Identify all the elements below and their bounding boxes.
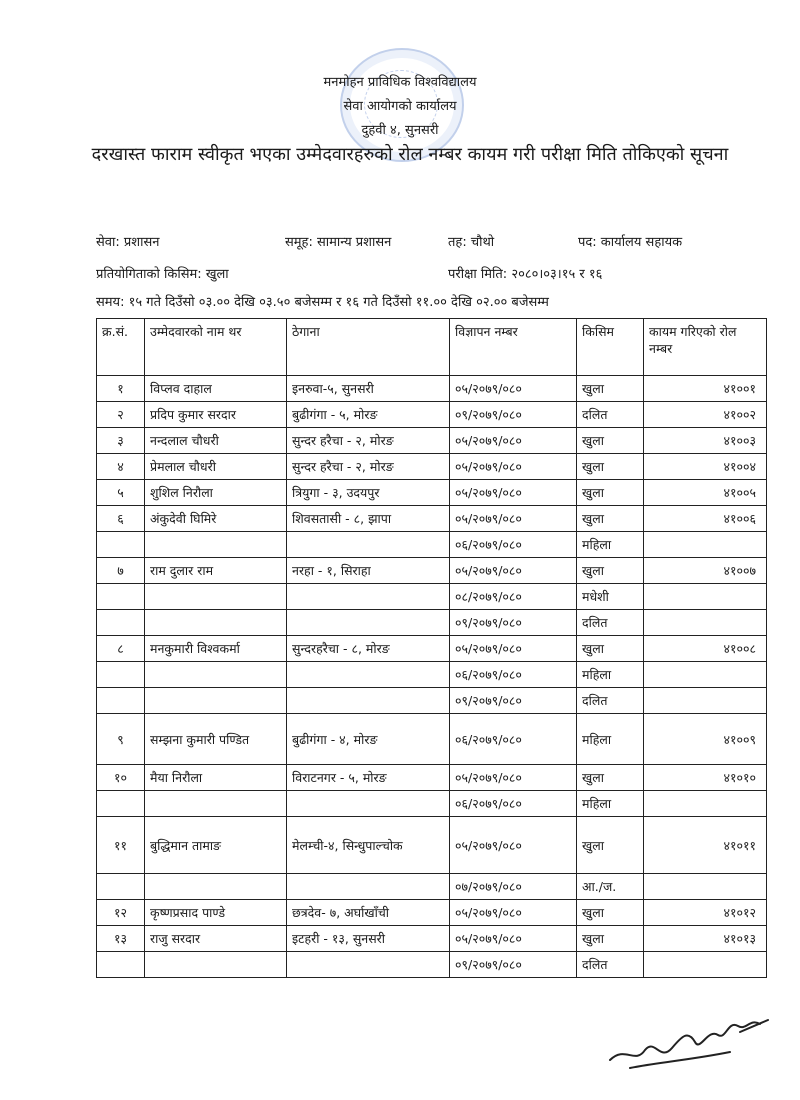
serial-cell: १ — [97, 376, 145, 402]
serial-cell — [97, 874, 145, 900]
address-cell: विराटनगर - ५, मोरङ — [287, 765, 450, 791]
candidate-name-cell: शुशिल निरौला — [145, 480, 287, 506]
roll-number-cell — [644, 532, 767, 558]
serial-cell: ७ — [97, 558, 145, 584]
type-cell: खुला — [577, 636, 644, 662]
serial-cell: ११ — [97, 817, 145, 874]
notice-title: दरखास्त फाराम स्वीकृत भएका उम्मेदवारहरुको रोल नम्बर कायम गरी परीक्षा मिति तोकिएको सूचना — [91, 144, 729, 165]
roll-number-cell: ४१००९ — [644, 714, 767, 765]
serial-cell — [97, 610, 145, 636]
advertisement-number-cell: ०६/२०७९/०८० — [450, 791, 577, 817]
table-row — [97, 376, 767, 402]
candidate-name-cell: प्रेमलाल चौधरी — [145, 454, 287, 480]
roll-number-cell: ४१००५ — [644, 480, 767, 506]
type-cell: महिला — [577, 714, 644, 765]
address-cell — [287, 791, 450, 817]
address-cell: सुन्दर हरैचा - २, मोरङ — [287, 454, 450, 480]
type-cell: खुला — [577, 926, 644, 952]
roll-number-cell: ४१००४ — [644, 454, 767, 480]
address-cell — [287, 532, 450, 558]
candidate-name-cell: सम्झना कुमारी पण्डित — [145, 714, 287, 765]
table-row — [97, 532, 767, 558]
address-cell — [287, 610, 450, 636]
table-header-row — [97, 319, 767, 376]
post-label: पद: कार्यालय सहायक — [578, 235, 683, 250]
type-cell: खुला — [577, 376, 644, 402]
candidate-name-cell — [145, 874, 287, 900]
table-row — [97, 402, 767, 428]
type-cell: मधेशी — [577, 584, 644, 610]
type-cell: दलित — [577, 610, 644, 636]
roll-number-cell — [644, 662, 767, 688]
address-cell: छत्रदेव- ७, अर्घाखाँची — [287, 900, 450, 926]
roll-number-cell: ४१००१ — [644, 376, 767, 402]
advertisement-number-cell: ०५/२०७९/०८० — [450, 926, 577, 952]
roll-number-cell: ४१००६ — [644, 506, 767, 532]
candidate-name-cell — [145, 662, 287, 688]
table-row — [97, 714, 767, 765]
table-row — [97, 558, 767, 584]
roll-number-cell: ४१००८ — [644, 636, 767, 662]
serial-cell: ९ — [97, 714, 145, 765]
advertisement-number-cell: ०९/२०७९/०८० — [450, 610, 577, 636]
table-row — [97, 874, 767, 900]
service-label: सेवा: प्रशासन — [96, 235, 160, 250]
advertisement-number-cell: ०५/२०७९/०८० — [450, 558, 577, 584]
signature — [600, 990, 780, 1080]
exam-date: परीक्षा मिति: २०८०।०३।१५ र १६ — [448, 267, 603, 282]
col-header-roll: कायम गरिएको रोल नम्बर — [644, 319, 767, 376]
serial-cell: ५ — [97, 480, 145, 506]
address-cell: शिवसतासी - ८, झापा — [287, 506, 450, 532]
serial-cell: १२ — [97, 900, 145, 926]
roll-number-cell: ४१००२ — [644, 402, 767, 428]
table-row — [97, 791, 767, 817]
address-cell: बुढीगंगा - ४, मोरङ — [287, 714, 450, 765]
address-cell — [287, 662, 450, 688]
table-row — [97, 584, 767, 610]
roll-number-cell — [644, 791, 767, 817]
table-row — [97, 428, 767, 454]
address-cell: नरहा - १, सिराहा — [287, 558, 450, 584]
col-header-serial: क्र.सं. — [97, 319, 145, 376]
advertisement-number-cell: ०५/२०७९/०८० — [450, 506, 577, 532]
candidate-name-cell: राम दुलार राम — [145, 558, 287, 584]
candidate-name-cell: राजु सरदार — [145, 926, 287, 952]
roll-number-cell: ४१०११ — [644, 817, 767, 874]
serial-cell — [97, 952, 145, 978]
office-address: दुहवी ४, सुनसरी — [361, 123, 439, 138]
type-cell: खुला — [577, 428, 644, 454]
candidate-name-cell — [145, 791, 287, 817]
candidate-name-cell: नन्दलाल चौधरी — [145, 428, 287, 454]
type-cell: महिला — [577, 791, 644, 817]
table-row — [97, 662, 767, 688]
col-header-advertisement: विज्ञापन नम्बर — [450, 319, 577, 376]
serial-cell: १० — [97, 765, 145, 791]
serial-cell: ४ — [97, 454, 145, 480]
table-row — [97, 610, 767, 636]
address-cell: बुढीगंगा - ५, मोरङ — [287, 402, 450, 428]
type-cell: दलित — [577, 402, 644, 428]
address-cell: इटहरी - १३, सुनसरी — [287, 926, 450, 952]
table-row — [97, 480, 767, 506]
advertisement-number-cell: ०७/२०७९/०८० — [450, 874, 577, 900]
table-row — [97, 454, 767, 480]
roll-number-cell — [644, 952, 767, 978]
advertisement-number-cell: ०५/२०७९/०८० — [450, 900, 577, 926]
candidate-name-cell: कृष्णप्रसाद पाण्डे — [145, 900, 287, 926]
table-row — [97, 688, 767, 714]
type-cell: दलित — [577, 688, 644, 714]
address-cell — [287, 688, 450, 714]
serial-cell — [97, 791, 145, 817]
col-header-type: किसिम — [577, 319, 644, 376]
type-cell: खुला — [577, 480, 644, 506]
serial-cell: ३ — [97, 428, 145, 454]
roll-number-cell — [644, 874, 767, 900]
advertisement-number-cell: ०५/२०७९/०८० — [450, 376, 577, 402]
type-cell: खुला — [577, 817, 644, 874]
address-cell: सुन्दरहरैचा - ८, मोरङ — [287, 636, 450, 662]
roll-number-cell: ४१०१० — [644, 765, 767, 791]
type-cell: महिला — [577, 662, 644, 688]
serial-cell: १३ — [97, 926, 145, 952]
advertisement-number-cell: ०६/२०७९/०८० — [450, 714, 577, 765]
type-cell: महिला — [577, 532, 644, 558]
address-cell: त्रियुगा - ३, उदयपुर — [287, 480, 450, 506]
table-row — [97, 506, 767, 532]
advertisement-number-cell: ०५/२०७९/०८० — [450, 765, 577, 791]
candidate-name-cell: मनकुमारी विश्वकर्मा — [145, 636, 287, 662]
advertisement-number-cell: ०६/२०७९/०८० — [450, 662, 577, 688]
serial-cell: २ — [97, 402, 145, 428]
candidate-name-cell: बुद्धिमान तामाङ — [145, 817, 287, 874]
type-cell: खुला — [577, 506, 644, 532]
roll-number-cell: ४१००३ — [644, 428, 767, 454]
advertisement-number-cell: ०६/२०७९/०८० — [450, 532, 577, 558]
competition-type: प्रतियोगिताको किसिम: खुला — [96, 267, 229, 282]
advertisement-number-cell: ०५/२०७९/०८० — [450, 480, 577, 506]
address-cell — [287, 874, 450, 900]
col-header-address: ठेगाना — [287, 319, 450, 376]
advertisement-number-cell: ०५/२०७९/०८० — [450, 454, 577, 480]
address-cell — [287, 584, 450, 610]
exam-time: समय: १५ गते दिउँसो ०३.०० देखि ०३.५० बजेसम्म र १६ गते दिउँसो ११.०० देखि ०२.०० बजेसम्म — [96, 295, 549, 310]
advertisement-number-cell: ०५/२०७९/०८० — [450, 428, 577, 454]
advertisement-number-cell: ०५/२०७९/०८० — [450, 817, 577, 874]
roll-number-cell: ४१००७ — [644, 558, 767, 584]
roll-number-cell: ४१०१२ — [644, 900, 767, 926]
roll-number-cell — [644, 610, 767, 636]
candidate-name-cell: विप्लव दाहाल — [145, 376, 287, 402]
serial-cell: ६ — [97, 506, 145, 532]
address-cell: सुन्दर हरैचा - २, मोरङ — [287, 428, 450, 454]
serial-cell: ८ — [97, 636, 145, 662]
candidate-name-cell — [145, 610, 287, 636]
office-name: सेवा आयोगको कार्यालय — [343, 99, 457, 114]
type-cell: खुला — [577, 765, 644, 791]
address-cell — [287, 952, 450, 978]
serial-cell — [97, 662, 145, 688]
candidate-name-cell — [145, 688, 287, 714]
roll-number-cell — [644, 688, 767, 714]
candidate-name-cell — [145, 584, 287, 610]
serial-cell — [97, 584, 145, 610]
candidate-table — [96, 318, 767, 978]
roll-number-cell — [644, 584, 767, 610]
advertisement-number-cell: ०५/२०७९/०८० — [450, 636, 577, 662]
candidate-name-cell — [145, 952, 287, 978]
col-header-name: उम्मेदवारको नाम थर — [145, 319, 287, 376]
type-cell: खुला — [577, 558, 644, 584]
roll-number-cell: ४१०१३ — [644, 926, 767, 952]
candidate-name-cell: मैया निरौला — [145, 765, 287, 791]
advertisement-number-cell: ०८/२०७९/०८० — [450, 584, 577, 610]
table-row — [97, 900, 767, 926]
table-row — [97, 817, 767, 874]
university-name: मनमोहन प्राविधिक विश्वविद्यालय — [323, 75, 477, 90]
type-cell: खुला — [577, 454, 644, 480]
advertisement-number-cell: ०९/२०७९/०८० — [450, 952, 577, 978]
serial-cell — [97, 688, 145, 714]
level-label: तह: चौथो — [448, 235, 495, 250]
candidate-name-cell: अंकुदेवी घिमिरे — [145, 506, 287, 532]
table-row — [97, 926, 767, 952]
candidate-name-cell — [145, 532, 287, 558]
advertisement-number-cell: ०९/२०७९/०८० — [450, 688, 577, 714]
candidate-name-cell: प्रदिप कुमार सरदार — [145, 402, 287, 428]
address-cell: मेलम्ची-४, सिन्धुपाल्चोक — [287, 817, 450, 874]
type-cell: खुला — [577, 900, 644, 926]
type-cell: दलित — [577, 952, 644, 978]
advertisement-number-cell: ०९/२०७९/०८० — [450, 402, 577, 428]
table-row — [97, 952, 767, 978]
group-label: समूह: सामान्य प्रशासन — [285, 235, 392, 250]
address-cell: इनरुवा-५, सुनसरी — [287, 376, 450, 402]
type-cell: आ./ज. — [577, 874, 644, 900]
serial-cell — [97, 532, 145, 558]
table-row — [97, 765, 767, 791]
table-row — [97, 636, 767, 662]
